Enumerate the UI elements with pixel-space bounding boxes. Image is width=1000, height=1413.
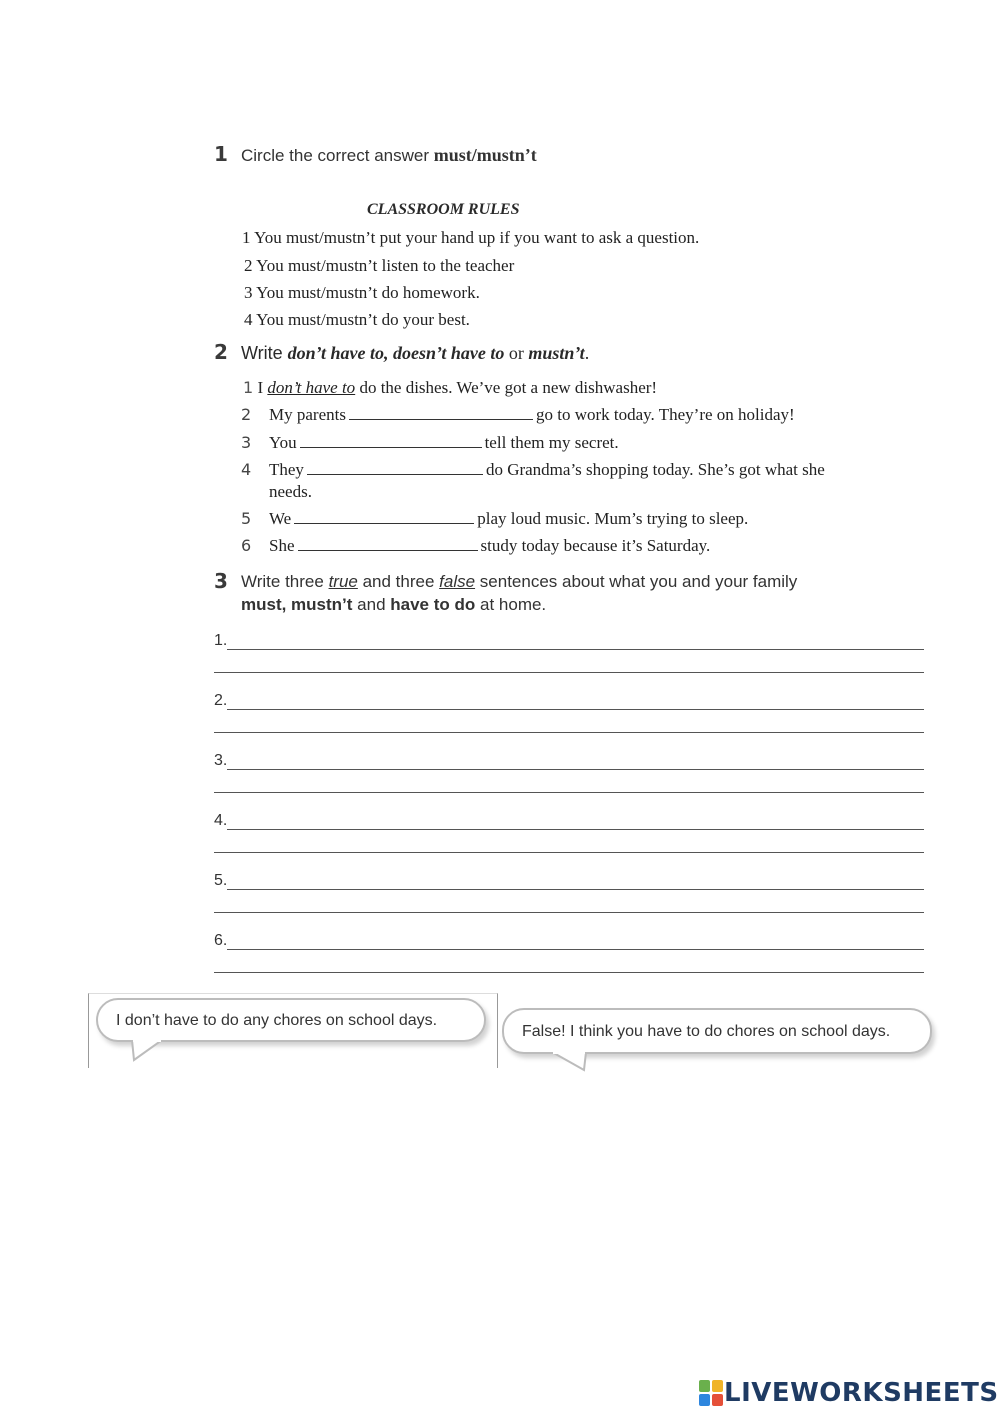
exercise-3-instruction-line2: must, mustn’t and have to do at home.	[241, 595, 547, 614]
rule-item[interactable]: 2 You must/mustn’t listen to the teacher	[244, 256, 515, 275]
gap-item: 3 You tell them my secret.	[241, 433, 619, 452]
speech-bubble-right-text: False! I think you have to do chores on school days.	[522, 1023, 891, 1040]
line-label: 6.	[214, 932, 228, 949]
writing-line[interactable]	[214, 852, 924, 853]
classroom-rules-heading: CLASSROOM RULES	[367, 201, 520, 218]
writing-line-group	[214, 872, 924, 913]
answer-blank[interactable]	[307, 460, 483, 475]
rule-item[interactable]: 4 You must/mustn’t do your best.	[244, 310, 470, 329]
writing-line[interactable]	[214, 972, 924, 973]
speech-bubble-left-tail	[128, 1040, 168, 1062]
writing-line[interactable]	[214, 912, 924, 913]
gap-item: 6 She study today because it’s Saturday.	[241, 536, 711, 555]
answer-blank[interactable]	[294, 509, 474, 524]
exercise-2-number: 2	[214, 340, 228, 364]
gap-item-continuation: needs.	[269, 482, 312, 501]
writing-line-group	[214, 692, 924, 733]
gap-item: 4 They do Grandma’s shopping today. She’s got what she	[241, 460, 825, 479]
exercise-1-number: 1	[214, 142, 228, 166]
liveworksheets-logo-icon	[698, 1379, 724, 1407]
answer-blank[interactable]	[298, 536, 478, 551]
rule-item[interactable]: 3 You must/mustn’t do homework.	[244, 283, 480, 302]
writing-line[interactable]	[214, 732, 924, 733]
liveworksheets-logo[interactable]	[698, 1378, 999, 1408]
writing-line[interactable]	[227, 889, 924, 890]
line-label: 1.	[214, 632, 228, 649]
liveworksheets-brand: LIVEWORKSHEETS	[724, 1378, 999, 1408]
writing-line[interactable]	[227, 829, 924, 830]
gap-item: 5 We play loud music. Mum’s trying to sleep.	[241, 509, 749, 528]
speech-bubble-right-tail	[548, 1052, 592, 1072]
rule-item[interactable]: 1 You must/mustn’t put your hand up if you want to ask a question.	[242, 228, 700, 247]
speech-bubble-left-text: I don’t have to do any chores on school days.	[116, 1012, 438, 1029]
exercise-1-instruction: Circle the correct answer must/mustn’t	[241, 145, 537, 165]
exercise-3-number: 3	[214, 569, 228, 593]
line-label: 2.	[214, 692, 228, 709]
exercise-2-instruction: Write don’t have to, doesn’t have to or mustn’t.	[241, 343, 590, 363]
speech-bubble-left	[96, 998, 486, 1042]
writing-line[interactable]	[214, 672, 924, 673]
exercise-3-instruction-line1: Write three true and three false sentences about what you and your family	[241, 572, 798, 591]
writing-line-group	[214, 752, 924, 793]
answer-blank[interactable]	[349, 405, 533, 420]
writing-line-group	[214, 812, 924, 853]
writing-line[interactable]	[214, 792, 924, 793]
speech-bubble-right	[502, 1008, 932, 1054]
writing-line[interactable]	[227, 649, 924, 650]
writing-line[interactable]	[227, 769, 924, 770]
example-sentence: 1 I don’t have to do the dishes. We’ve got a new dishwasher!	[243, 378, 658, 397]
writing-line-group	[214, 932, 924, 973]
line-label: 4.	[214, 812, 228, 829]
line-label: 3.	[214, 752, 228, 769]
writing-line[interactable]	[227, 949, 924, 950]
line-label: 5.	[214, 872, 228, 889]
gap-item: 2 My parents go to work today. They’re on holiday!	[241, 405, 795, 424]
writing-line-group	[214, 632, 924, 673]
writing-line[interactable]	[227, 709, 924, 710]
example-answer: don’t have to	[267, 378, 356, 397]
answer-blank[interactable]	[300, 433, 482, 448]
